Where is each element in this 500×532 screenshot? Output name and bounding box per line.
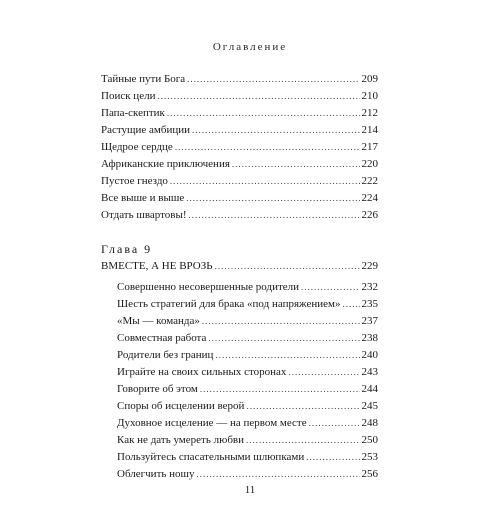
toc-entry [101, 156, 378, 173]
toc-entry [101, 364, 378, 381]
toc-section-a [101, 71, 378, 224]
toc-entry-title: Пользуйтесь спасательными шлюпками [117, 451, 305, 463]
dot-leader [215, 258, 360, 275]
toc-entry-page: 244 [361, 383, 378, 395]
toc-entry [101, 122, 378, 139]
running-header: Оглавление [212, 41, 288, 53]
toc-entry-title: Поиск цели [101, 90, 156, 102]
toc-entry-title: «Мы — команда» [117, 315, 200, 327]
toc-entry [101, 347, 378, 364]
toc-entry [101, 313, 378, 330]
dot-leader [189, 207, 360, 224]
dot-leader [288, 364, 359, 381]
toc-entry [101, 173, 378, 190]
toc-entry-page: 209 [361, 73, 378, 85]
toc-entry-title: Отдать швартовы! [101, 209, 187, 221]
toc-entry-title: Говорите об этом [117, 383, 198, 395]
toc-entry-page: 240 [361, 349, 378, 361]
toc-entry-page: 245 [361, 400, 378, 412]
toc-entry-page: 210 [361, 90, 378, 102]
toc-entry [101, 139, 378, 156]
dot-leader [192, 122, 359, 139]
toc-entry [101, 190, 378, 207]
toc-entry-page: 220 [361, 158, 378, 170]
toc-entry [101, 279, 378, 296]
toc-entry [101, 415, 378, 432]
toc-entry-page: 232 [361, 281, 378, 293]
dot-leader [306, 449, 359, 466]
toc-entry-title: Совместная работа [117, 332, 207, 344]
dot-leader [208, 330, 359, 347]
toc-entry-page: 253 [361, 451, 378, 463]
dot-leader [246, 432, 360, 449]
toc-entry-page: 224 [361, 192, 378, 204]
dot-leader [309, 415, 360, 432]
toc-entry-title: Растущие амбиции [101, 124, 191, 136]
toc-entry [101, 207, 378, 224]
toc-entry [101, 296, 378, 313]
toc-entry-page: 212 [361, 107, 378, 119]
dot-leader [170, 173, 360, 190]
toc-entry-page: 250 [361, 434, 378, 446]
chapter-label: Глава 9 [101, 242, 153, 256]
page-number: 11 [244, 484, 256, 496]
dot-leader [197, 466, 360, 483]
dot-leader [202, 313, 360, 330]
dot-leader [215, 347, 359, 364]
toc-entry-title: Споры об исцелении верой [117, 400, 245, 412]
chapter-title: ВМЕСТЕ, А НЕ ВРОЗЬ [101, 260, 213, 272]
toc-entry-title: Играйте на своих сильных сторонах [117, 366, 287, 378]
toc-entry-title: Родители без границ [117, 349, 214, 361]
toc-entry-page: 214 [361, 124, 378, 136]
dot-leader [157, 88, 359, 105]
toc-entry-title: Духовное исцеление — на первом месте [117, 417, 307, 429]
toc-entry-page: 235 [361, 298, 378, 310]
dot-leader [246, 398, 359, 415]
dot-leader [232, 156, 360, 173]
chapter-title-entry [101, 258, 378, 275]
toc-entry-page: 237 [361, 315, 378, 327]
dot-leader [301, 279, 359, 296]
toc-entry [101, 466, 378, 483]
toc-entry-title: Папа-скептик [101, 107, 165, 119]
toc-entry-page: 238 [361, 332, 378, 344]
toc-entry-page: 226 [361, 209, 378, 221]
toc-entry-title: Пустое гнездо [101, 175, 168, 187]
toc-entry-title: Африканские приключения [101, 158, 230, 170]
toc-entry-title: Как не дать умереть любви [117, 434, 244, 446]
dot-leader [187, 71, 359, 88]
dot-leader [167, 105, 360, 122]
chapter-page: 229 [361, 260, 378, 272]
toc-entry-title: Облегчить ношу [117, 468, 195, 480]
toc-chapter-9 [101, 240, 378, 483]
toc-entry [101, 381, 378, 398]
toc-entry [101, 105, 378, 122]
toc-entry-title: Совершенно несовершенные родители [117, 281, 300, 293]
toc-entry-title: Шесть стратегий для брака «под напряжением» [117, 298, 341, 310]
dot-leader [200, 381, 360, 398]
toc-entry [101, 449, 378, 466]
dot-leader [175, 139, 360, 156]
toc-entry-title: Тайные пути Бога [101, 73, 186, 85]
toc-entry-title: Все выше и выше [101, 192, 185, 204]
toc-entry-page: 217 [361, 141, 378, 153]
dot-leader [342, 296, 359, 313]
toc-entry-page: 243 [361, 366, 378, 378]
toc-entry [101, 71, 378, 88]
toc-entry [101, 330, 378, 347]
toc-entry-title: Щедрое сердце [101, 141, 173, 153]
dot-leader [186, 190, 359, 207]
toc-entry [101, 398, 378, 415]
toc-entry-page: 222 [361, 175, 378, 187]
toc-entry-page: 256 [361, 468, 378, 480]
toc-entry-page: 248 [361, 417, 378, 429]
toc-entry [101, 88, 378, 105]
toc-entry [101, 432, 378, 449]
